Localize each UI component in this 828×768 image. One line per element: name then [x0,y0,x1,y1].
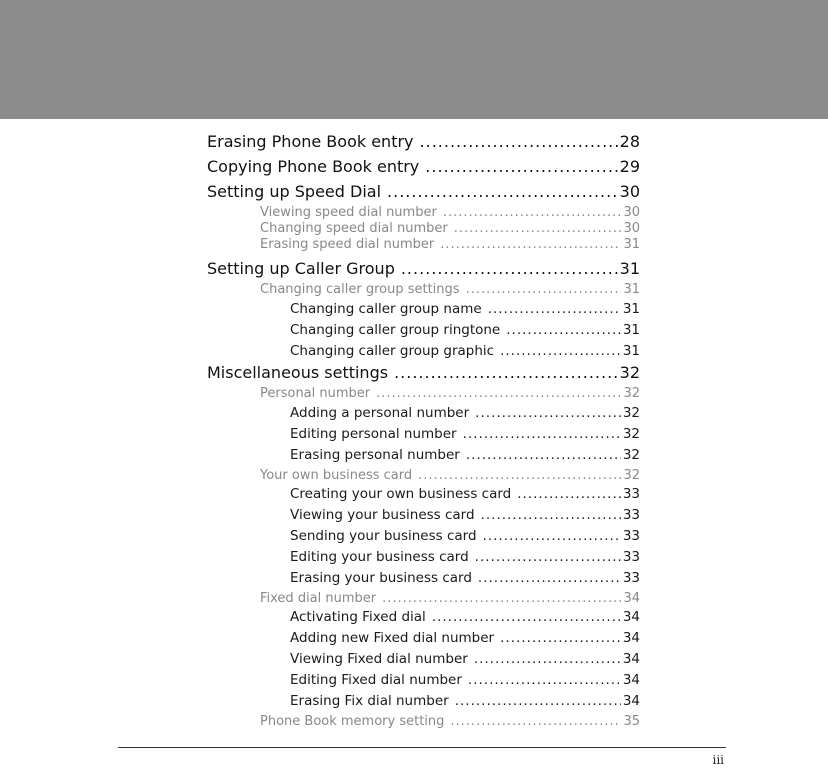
dot-leader [468,671,621,689]
toc-entry[interactable]: Viewing your business card ..... 33 [290,506,640,524]
toc-page-number: 33 [622,486,640,502]
dot-leader [506,321,621,339]
toc-page-number: 33 [622,549,640,565]
toc-page-number: 34 [622,651,640,667]
toc-entry[interactable]: Fixed dial number ..... 34 [260,591,640,607]
dot-leader [387,181,618,203]
dot-leader [500,342,621,360]
toc-page-number: 34 [622,672,640,688]
dot-leader [382,591,621,607]
toc-page-number: 30 [619,182,640,201]
dot-leader [475,404,621,422]
dot-leader [488,300,621,318]
footer-rule [118,747,726,748]
toc-entry[interactable]: Erasing personal number ..... 32 [290,446,640,464]
dot-leader [443,205,622,221]
page-number: iii [712,753,724,767]
toc-entry[interactable]: Setting up Caller Group ..... 31 [207,258,640,280]
toc-page-number: 31 [622,322,640,338]
dot-leader [425,156,617,178]
toc-entry[interactable]: Erasing Phone Book entry ..... 28 [207,131,640,153]
toc-entry[interactable]: Editing Fixed dial number ..... 34 [290,671,640,689]
toc-entry[interactable]: Editing your business card ..... 33 [290,548,640,566]
dot-leader [478,569,621,587]
toc-entry[interactable]: Miscellaneous settings ..... 32 [207,362,640,384]
toc-page-number: 31 [622,343,640,359]
toc-page-number: 30 [623,221,640,236]
toc-entry[interactable]: Editing personal number ..... 32 [290,425,640,443]
dot-leader [463,425,621,443]
toc-entry[interactable]: Adding a personal number ..... 32 [290,404,640,422]
toc-page-number: 33 [622,507,640,523]
dot-leader [475,548,621,566]
toc-entry[interactable]: Erasing speed dial number ..... 31 [260,237,640,253]
toc-page-number: 30 [623,205,640,220]
toc-entry[interactable]: Sending your business card ..... 33 [290,527,640,545]
toc-page-number: 31 [623,282,640,297]
toc-page-number: 34 [622,693,640,709]
dot-leader [454,221,622,237]
dot-leader [394,362,618,384]
dot-leader [376,386,621,402]
toc-entry[interactable]: Erasing your business card ..... 33 [290,569,640,587]
toc-entry[interactable]: Viewing Fixed dial number ..... 34 [290,650,640,668]
toc-entry[interactable]: Erasing Fix dial number ..... 34 [290,692,640,710]
toc-entry[interactable]: Personal number ..... 32 [260,386,640,402]
toc-page-number: 32 [622,447,640,463]
toc-page-number: 32 [623,386,640,401]
dot-leader [481,506,621,524]
dot-leader [418,468,621,484]
toc-page-number: 28 [619,132,640,151]
toc-entry[interactable]: Adding new Fixed dial number ..... 34 [290,629,640,647]
dot-leader [455,692,621,710]
toc-entry[interactable]: Viewing speed dial number ..... 30 [260,205,640,221]
toc-page-number: 32 [622,426,640,442]
dot-leader [474,650,621,668]
dot-leader [466,446,621,464]
toc-page-number: 34 [623,591,640,606]
toc-page-number: 29 [619,157,640,176]
toc-entry[interactable]: Setting up Speed Dial ..... 30 [207,181,640,203]
dot-leader [450,714,621,730]
toc-entry[interactable]: Changing speed dial number ..... 30 [260,221,640,237]
toc-entry[interactable]: Copying Phone Book entry ..... 29 [207,156,640,178]
dot-leader [432,608,621,626]
toc-page-number: 32 [623,468,640,483]
toc-page-number: 34 [622,609,640,625]
toc-entry[interactable]: Changing caller group ringtone ..... 31 [290,321,640,339]
toc-entry[interactable]: Changing caller group graphic ..... 31 [290,342,640,360]
toc-page-number: 32 [622,405,640,421]
toc-page-number: 32 [619,363,640,382]
toc-entry[interactable]: Your own business card ..... 32 [260,468,640,484]
toc-page-number: 35 [623,714,640,729]
toc-page-number: 33 [622,528,640,544]
toc-page-number: 33 [622,570,640,586]
dot-leader [440,237,621,253]
toc-page-number: 31 [619,259,640,278]
dot-leader [517,485,621,503]
dot-leader [401,258,618,280]
dot-leader [466,282,622,298]
toc-entry[interactable]: Changing caller group name ..... 31 [290,300,640,318]
toc-entry[interactable]: Activating Fixed dial ..... 34 [290,608,640,626]
dot-leader [420,131,618,153]
toc-page-number: 31 [623,237,640,252]
toc-entry[interactable]: Changing caller group settings ..... 31 [260,282,640,298]
dot-leader [500,629,621,647]
dot-leader [483,527,621,545]
toc-page-number: 34 [622,630,640,646]
toc-entry[interactable]: Creating your own business card ..... 33 [290,485,640,503]
toc-page-number: 31 [622,301,640,317]
toc-entry[interactable]: Phone Book memory setting ..... 35 [260,714,640,730]
